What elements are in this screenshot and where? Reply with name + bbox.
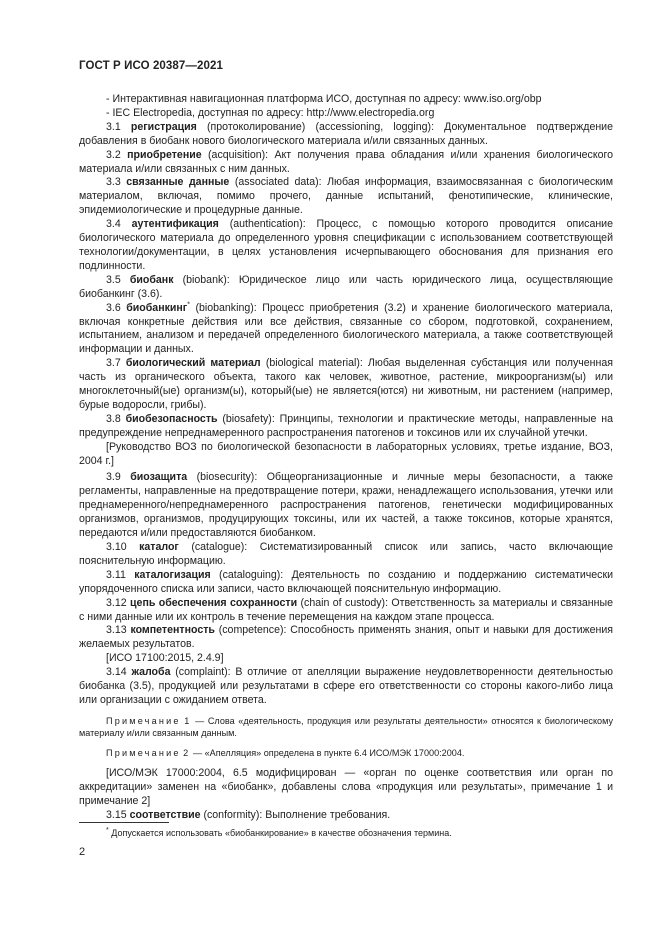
term-name: аутентификация [131, 218, 219, 231]
intro-line: - IEC Electropedia, доступная по адресу: http://www.electropedia.org [106, 106, 435, 119]
footnote-divider [79, 822, 169, 823]
term-name: жалоба [131, 666, 171, 679]
footnote: * Допускается использовать «биобанкирование» в качестве обозначения термина. [106, 827, 452, 838]
term-entry-3-4: 3.4 аутентификация (authentication): Процесс, с помощью которого проводится описание биологического материала до определенного уровня спецификации с использованием соответствующей технологии/документации, в целях установления исчерпывающего обоснования для признания его подлинности. [79, 218, 613, 272]
term-name: каталогизация [134, 568, 211, 581]
term-source: [ИСО 17100:2015, 2.4.9] [106, 652, 224, 665]
term-entry-3-11: 3.11 каталогизация (cataloguing): Деятельность по созданию и поддержанию систематически упорядоченного списка или записи, часто включающей пояснительную информацию. [79, 568, 613, 595]
term-name: биобанкинг [126, 301, 188, 314]
term-name: биологический материал [125, 357, 261, 370]
term-entry-3-13: 3.13 компетентность (competence): Способность применять знания, опыт и навыки для достижения желаемых результатов. [79, 624, 613, 651]
term-entry-3-7: 3.7 биологический материал (biological material): Любая выделенная субстанция или полученная часть из органического объекта, такого как человек, животное, растение, микроорганизм(ы) или многоклеточный(ые) организм(ы), который(ые) не является(ются) ни животным, ни растением (например, бурые водоросли, грибы). [79, 357, 613, 411]
term-name: каталог [139, 541, 179, 553]
term-name: регистрация [130, 120, 197, 133]
term-name: компетентность [130, 624, 215, 637]
note-1: Примечание 1 — Слова «деятельность, продукция или результаты деятельности» относятся к биологическому материалу и/или связанным данным. [79, 715, 614, 739]
term-entry-3-6: 3.6 биобанкинг* (biobanking): Процесс приобретения (3.2) и хранение биологического материала, включая конкретные действия или все действия, связанные со сбором, подготовкой, сохранением, испытанием, анализом и передачей определенного биологического материала, а также соответствующей информации и данных. [79, 301, 613, 356]
term-name: цепь обеспечения сохранности [130, 596, 298, 609]
term-entry-3-15: 3.15 соответствие (conformity): Выполнение требования. [106, 809, 391, 822]
document-body [79, 93, 613, 823]
term-entry-3-8: 3.8 биобезопасность (biosafety): Принципы, технологии и практические методы, направленные на предупреждение непреднамеренного распространения патогенов и токсинов или их случайной утечки. [79, 412, 613, 439]
term-name: биобезопасность [125, 412, 218, 425]
term-name: связанные данные [126, 176, 230, 189]
term-name: соответствие [129, 809, 201, 822]
modified-source: [ИСО/МЭК 17000:2004, 6.5 модифицирован — «орган по оценке соответствия или орган по аккредитации» заменен на «биобанк», добавлены слова «продукция или результаты», примечание 1 и примечание 2] [79, 767, 613, 808]
term-source: [Руководство ВОЗ по биологической безопасности в лабораторных условиях, третье издание, ВОЗ, 2004 г.] [79, 440, 613, 467]
page-number: 2 [79, 846, 86, 858]
term-name: приобретение [127, 148, 202, 161]
term-name: биозащита [130, 471, 188, 484]
term-entry-3-9: 3.9 биозащита (biosecurity): Общеорганизационные и личные меры безопасности, а также регламенты, направленные на предотвращение потери, кражи, ненадлежащего использования, утечки или преднамеренного/непреднамеренного распространения патогенов, генетически модифицированных организмов, организмов, продуцирующих токсины, или их частей, а также токсинов, которые хранятся, передаются и/или предоставляются биобанком. [79, 471, 613, 540]
term-entry-3-1: 3.1 регистрация (протоколирование) (accessioning, logging): Документальное подтверждение добавления в биобанк нового биологического материала и/или связанных данных. [79, 120, 613, 147]
term-entry-3-14: 3.14 жалоба (complaint): В отличие от апелляции выражение неудовлетворенности деятельностью биобанка (3.5), продукцией или результатами в сфере его ответственности со стороны какого-либо лица или организации с ожиданием ответа. [79, 666, 613, 706]
term-entry-3-10: 3.10 каталог (catalogue): Систематизированный список или запись, часто включающие пояснительную информацию. [79, 541, 613, 567]
term-entry-3-12: 3.12 цепь обеспечения сохранности (chain of custody): Ответственность за материалы и связанные с ними данные или их контроль в течение перемещения на каждом этапе процесса. [79, 596, 613, 623]
footnote-marker: * [187, 301, 190, 309]
term-entry-3-2: 3.2 приобретение (acquisition): Акт получения права обладания и/или хранения биологического материала и/или связанных с ним данных. [79, 148, 613, 175]
note-2: Примечание 2 — «Апелляция» определена в пункте 6.4 ИСО/МЭК 17000:2004. [106, 748, 465, 759]
term-name: биобанк [129, 273, 174, 286]
term-entry-3-3: 3.3 связанные данные (associated data): Любая информация, взаимосвязанная с биологическим материалом, включая, помимо прочего, данные испытаний, фенотипические, клинические, эпидемиологические и процедурные данные. [79, 176, 614, 217]
intro-line: - Интерактивная навигационная платформа ИСО, доступная по адресу: www.iso.org/obp [106, 93, 542, 105]
document-header: ГОСТ Р ИСО 20387—2021 [79, 60, 224, 72]
term-entry-3-5: 3.5 биобанк (biobank): Юридическое лицо или часть юридического лица, осуществляющие биобанкинг (3.6). [79, 273, 613, 300]
